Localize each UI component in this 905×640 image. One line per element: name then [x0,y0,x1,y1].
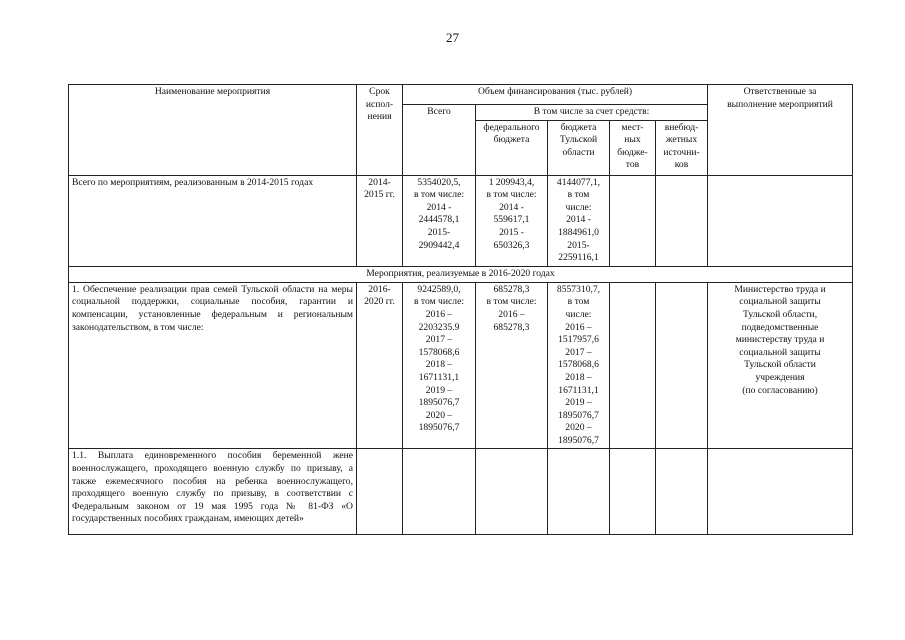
cell-local [610,175,656,266]
section-row [69,266,853,282]
cell-extra [656,175,708,266]
header-total: Всего [403,105,476,176]
cell-term: 2016- 2020 гг. [357,282,403,449]
header-name: Наименование мероприятия [69,85,357,176]
header-term: Срок испол- нения [357,85,403,176]
cell-total: 9242589,0, в том числе: 2016 – 2203235.9 2017 – 1578068,6 2018 – 1671131,1 2019 – 1895076,7 2020 – 1895076,7 [403,282,476,449]
cell-name: Всего по мероприятиям, реализованным в 2014-2015 годах [69,175,357,266]
header-financing: Объем финансирования (тыс. рублей) [403,85,708,105]
cell-federal [476,449,548,535]
cell-local [610,449,656,535]
header-including: В том числе за счет средств: [476,105,708,121]
cell-federal: 685278,3 в том числе: 2016 – 685278,3 [476,282,548,449]
cell-name: 1. Обеспечение реализации прав семей Тульской области на меры социальной поддержки, социальные пособия, гарантии и компенсации, установленные федеральным и региональным законодательством, в том числе: [69,282,357,449]
table-row-measure-1-1 [69,449,853,535]
cell-responsible [708,449,853,535]
cell-total: 5354020,5, в том числе: 2014 - 2444578,1 2015- 2909442,4 [403,175,476,266]
cell-term: 2014- 2015 гг. [357,175,403,266]
cell-term [357,449,403,535]
cell-extra [656,282,708,449]
table-row-total-2014-2015 [69,175,853,266]
section-title: Мероприятия, реализуемые в 2016-2020 годах [69,266,853,282]
header-federal: федерального бюджета [476,120,548,175]
table-row-measure-1 [69,282,853,449]
cell-regional: 4144077,1, в том числе: 2014 - 1884961,0 2015- 2259116,1 [548,175,610,266]
cell-extra [656,449,708,535]
cell-federal: 1 209943,4, в том числе: 2014 - 559617,1 2015 - 650326,3 [476,175,548,266]
cell-total [403,449,476,535]
cell-responsible: Министерство труда и социальной защиты Тульской области, подведомственные министерству труда и социальной защиты Тульской области учреждения (по согласованию) [708,282,853,449]
page-number: 27 [446,30,459,45]
cell-local [610,282,656,449]
header-regional: бюджета Тульской области [548,120,610,175]
cell-regional [548,449,610,535]
header-local: мест- ных бюдже- тов [610,120,656,175]
financing-table [68,84,853,535]
header-extra: внебюд- жетных источни- ков [656,120,708,175]
cell-name: 1.1. Выплата единовременного пособия беременной жене военнослужащего, проходящего военную службу по призыву, а также ежемесячного пособия на ребенка военнослужащего, проходящего военную службу по призыву, в соответствии с Федеральным законом от 19 мая 1995 года № 81-ФЗ «О государственных пособиях гражданам, имеющих детей» [69,449,357,535]
cell-responsible [708,175,853,266]
cell-regional: 8557310,7, в том числе: 2016 – 1517957,6 2017 – 1578068,6 2018 – 1671131,1 2019 – 1895076,7 2020 – 1895076,7 [548,282,610,449]
header-responsible: Ответственные за выполнение мероприятий [708,85,853,176]
header-row-1 [69,85,853,105]
